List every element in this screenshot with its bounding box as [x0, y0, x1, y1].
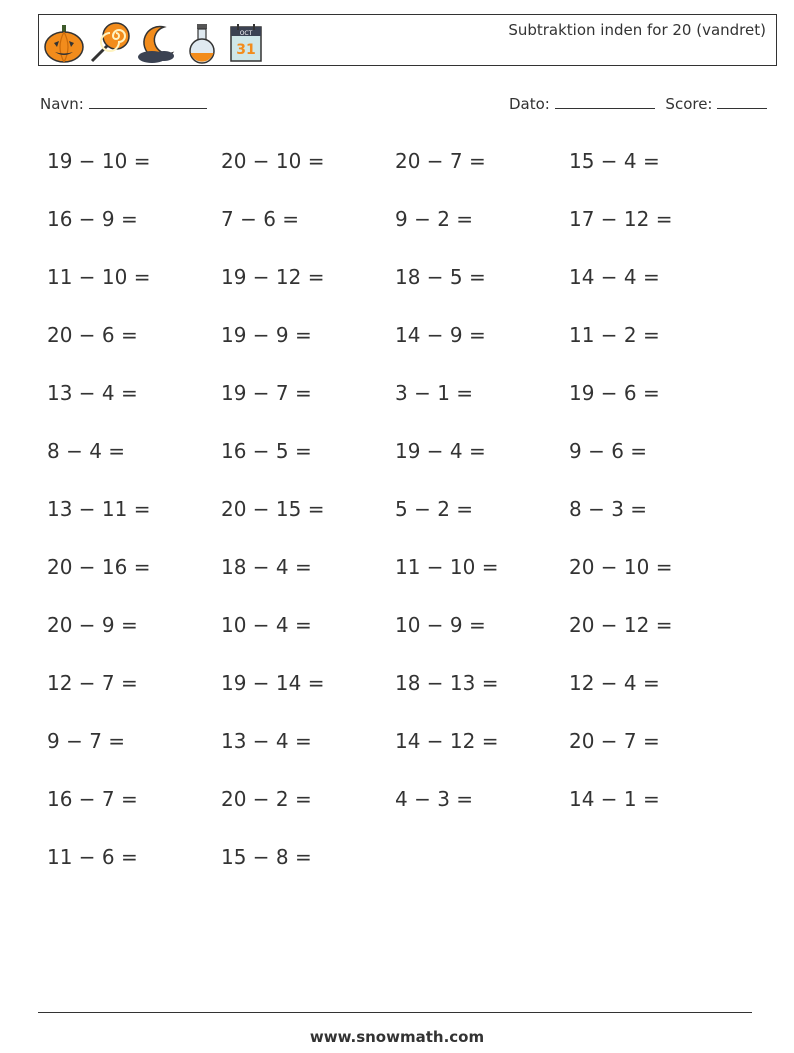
- calendar-month: OCT: [239, 30, 253, 37]
- problem-item: 14 − 1 =: [569, 787, 660, 811]
- problem-item: 11 − 10 =: [395, 555, 499, 579]
- date-score-field: [509, 94, 767, 113]
- problem-item: 17 − 12 =: [569, 207, 673, 231]
- name-field: [40, 94, 207, 113]
- problem-item: 13 − 4 =: [221, 729, 312, 753]
- problem-item: 20 − 12 =: [569, 613, 673, 637]
- problem-item: 19 − 9 =: [221, 323, 312, 347]
- problem-item: 19 − 10 =: [47, 149, 151, 173]
- worksheet-title: Subtraktion inden for 20 (vandret): [508, 21, 766, 39]
- problem-item: 19 − 14 =: [221, 671, 325, 695]
- footer-divider: [38, 1012, 752, 1013]
- problem-item: 20 − 9 =: [47, 613, 138, 637]
- problem-item: 14 − 4 =: [569, 265, 660, 289]
- problem-item: 18 − 4 =: [221, 555, 312, 579]
- problem-item: 19 − 4 =: [395, 439, 486, 463]
- problem-item: 16 − 9 =: [47, 207, 138, 231]
- problem-item: 20 − 7 =: [569, 729, 660, 753]
- problem-item: 20 − 16 =: [47, 555, 151, 579]
- problem-item: 11 − 6 =: [47, 845, 138, 869]
- problem-item: 18 − 13 =: [395, 671, 499, 695]
- problem-item: 19 − 7 =: [221, 381, 312, 405]
- footer-url: www.snowmath.com: [309, 1028, 485, 1046]
- problem-item: 13 − 11 =: [47, 497, 151, 521]
- name-label: Navn:: [40, 95, 84, 113]
- problem-item: 18 − 5 =: [395, 265, 486, 289]
- problem-grid: [47, 140, 743, 894]
- problem-item: 9 − 2 =: [395, 207, 474, 231]
- date-label: Dato:: [509, 95, 550, 113]
- name-blank: [89, 94, 207, 109]
- problem-item: 15 − 8 =: [221, 845, 312, 869]
- worksheet-header: [38, 14, 777, 66]
- problem-item: 20 − 7 =: [395, 149, 486, 173]
- problem-item: 9 − 6 =: [569, 439, 648, 463]
- calendar-day: 31: [236, 42, 256, 58]
- score-label: Score:: [665, 95, 713, 113]
- problem-item: 3 − 1 =: [395, 381, 474, 405]
- problem-item: 12 − 4 =: [569, 671, 660, 695]
- problem-item: 20 − 10 =: [221, 149, 325, 173]
- problem-item: 14 − 9 =: [395, 323, 486, 347]
- problem-item: 20 − 6 =: [47, 323, 138, 347]
- problem-item: 8 − 4 =: [47, 439, 126, 463]
- problem-item: 20 − 2 =: [221, 787, 312, 811]
- problem-item: 20 − 10 =: [569, 555, 673, 579]
- calendar-icon: [226, 21, 270, 65]
- problem-item: 13 − 4 =: [47, 381, 138, 405]
- problem-item: 19 − 12 =: [221, 265, 325, 289]
- score-blank: [717, 94, 767, 109]
- problem-item: 10 − 4 =: [221, 613, 312, 637]
- lollipop-icon: [88, 21, 132, 65]
- problem-item: 4 − 3 =: [395, 787, 474, 811]
- problem-item: 12 − 7 =: [47, 671, 138, 695]
- problem-item: 8 − 3 =: [569, 497, 648, 521]
- date-blank: [555, 94, 655, 109]
- problem-item: 11 − 10 =: [47, 265, 151, 289]
- problem-item: 7 − 6 =: [221, 207, 300, 231]
- problem-item: 16 − 5 =: [221, 439, 312, 463]
- problem-item: 15 − 4 =: [569, 149, 660, 173]
- problem-item: 9 − 7 =: [47, 729, 126, 753]
- potion-bottle-icon: [180, 21, 224, 65]
- problem-item: 19 − 6 =: [569, 381, 660, 405]
- problem-item: 10 − 9 =: [395, 613, 486, 637]
- problem-item: 20 − 15 =: [221, 497, 325, 521]
- moon-cloud-icon: [134, 21, 178, 65]
- pumpkin-icon: [42, 21, 86, 65]
- problem-item: 16 − 7 =: [47, 787, 138, 811]
- problem-item: 11 − 2 =: [569, 323, 660, 347]
- problem-item: 5 − 2 =: [395, 497, 474, 521]
- problem-item: 14 − 12 =: [395, 729, 499, 753]
